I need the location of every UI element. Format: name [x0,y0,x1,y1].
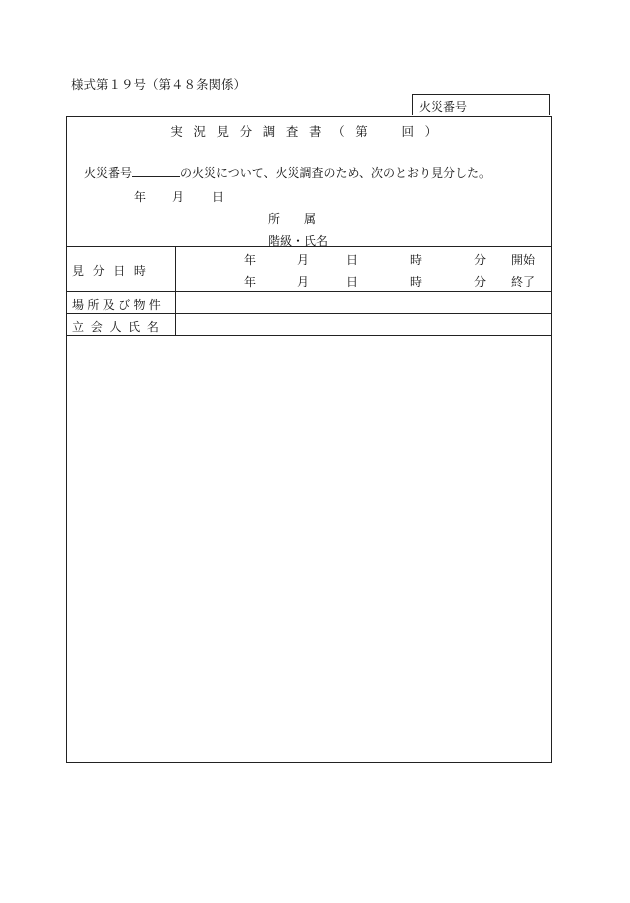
document-title: 実況見分調査書（第 回） [170,124,448,139]
place-and-property-label: 場所及び物件 [72,298,165,312]
witness-name-label: 立会人氏名 [72,320,166,334]
start-day: 日 [346,253,359,267]
end-day: 日 [346,275,359,289]
table-line-1 [66,291,552,292]
start-month: 月 [297,253,310,267]
report-date [134,188,224,205]
table-line-2 [66,313,552,314]
table-column-divider [175,246,176,335]
rank-name-label: 階級・氏名 [268,234,329,248]
inspection-datetime-label: 見分日時 [72,264,155,278]
start-minute: 分 [474,253,487,267]
start-label: 開始 [511,253,536,267]
start-hour: 時 [410,253,423,267]
fire-number-blank[interactable] [132,164,180,177]
intro-sentence [84,164,491,181]
end-hour: 時 [410,275,423,289]
form-number-label: 様式第１９号（第４８条関係） [71,77,247,92]
date-month: 月 [172,190,185,204]
end-month: 月 [297,275,310,289]
intro-suffix: の火災について、火災調査のため、次のとおり見分した。 [180,166,492,180]
affiliation-label: 所 属 [268,212,317,226]
table-top-line [66,246,552,247]
end-year: 年 [244,275,257,289]
inspection-notes-area[interactable] [67,336,551,762]
date-day: 日 [212,190,225,204]
start-year: 年 [244,253,257,267]
intro-prefix: 火災番号 [84,166,133,180]
end-label: 終了 [511,275,536,289]
fire-number-box[interactable]: 火災番号 [412,94,550,115]
date-year: 年 [134,190,147,204]
end-minute: 分 [474,275,487,289]
